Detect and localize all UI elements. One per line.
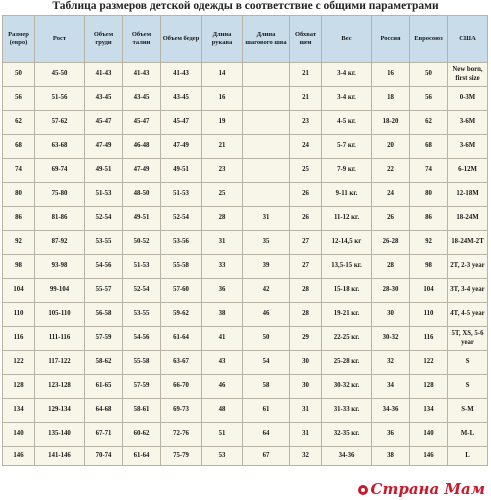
table-cell: 3-6M [448,135,488,159]
table-cell: 4T, 4-5 year [448,303,488,327]
column-header: Размер (евро) [3,16,35,63]
table-cell: 5-7 кг. [322,135,372,159]
table-cell: 75-80 [35,183,85,207]
table-row [3,135,488,159]
watermark [358,480,485,498]
table-cell: 16 [372,63,410,87]
table-cell: 9-11 кг. [322,183,372,207]
table-cell: 25-28 кг. [322,351,372,375]
table-cell: 28 [372,255,410,279]
column-header: Объем груди [85,16,123,63]
table-cell: 31 [202,231,243,255]
table-cell: 86 [410,207,448,231]
table-cell: 53-55 [85,231,123,255]
table-cell: 12-14,5 кг [322,231,372,255]
table-cell: 55-57 [85,279,123,303]
table-cell: 30-32 [372,327,410,351]
table-row [3,399,488,423]
table-cell: 50 [410,63,448,87]
table-cell: 34-36 [372,399,410,423]
table-cell: 18-24M-2T [448,231,488,255]
table-row [3,111,488,135]
table-cell: 81-86 [35,207,85,231]
table-cell: L [448,447,488,466]
table-cell: 129-134 [35,399,85,423]
table-cell: 51-56 [35,87,85,111]
table-cell: 57-62 [35,111,85,135]
table-cell: 28 [290,279,322,303]
table-cell: 38 [202,303,243,327]
table-cell: 18-24M [448,207,488,231]
table-row [3,207,488,231]
table-cell: 86 [3,207,35,231]
table-cell: 31 [290,399,322,423]
table-row [3,87,488,111]
page-title: Таблица размеров детской одежды в соответствие с общими параметрами [52,0,439,12]
table-cell: 30-32 кг. [322,375,372,399]
table-cell: 36 [202,279,243,303]
table-cell: 61 [243,399,290,423]
table-cell: 34-36 [322,447,372,466]
table-row [3,231,488,255]
table-cell: 116 [3,327,35,351]
table-cell: 75-79 [161,447,202,466]
column-header: Обхват шеи [290,16,322,63]
table-cell: 21 [202,135,243,159]
table-cell: 4-5 кг. [322,111,372,135]
table-cell: 99-104 [35,279,85,303]
table-cell: M-L [448,423,488,447]
table-cell [243,111,290,135]
table-cell: 66-70 [161,375,202,399]
size-table [2,15,488,466]
table-cell: 52-54 [161,207,202,231]
table-cell: 15-18 кг. [322,279,372,303]
table-cell: 146 [410,447,448,466]
table-cell: 54 [243,351,290,375]
table-cell: 56 [410,87,448,111]
watermark-logo-icon [358,485,368,495]
watermark-text: Страна Мам [370,480,485,498]
table-row [3,279,488,303]
table-cell: 42 [243,279,290,303]
table-cell: 25 [202,183,243,207]
table-cell: 7-9 кг. [322,159,372,183]
table-cell: 56 [3,87,35,111]
table-cell: 54-56 [123,327,161,351]
table-cell: 110 [3,303,35,327]
table-cell: 62 [3,111,35,135]
table-cell: 32 [290,447,322,466]
table-cell: 28 [290,303,322,327]
column-header: Длина шагового шва [243,16,290,63]
table-cell: 53-55 [123,303,161,327]
table-cell: 33 [202,255,243,279]
table-cell: 25 [290,159,322,183]
table-cell: 32-35 кг. [322,423,372,447]
table-cell: 3-6M [448,111,488,135]
table-cell: 31-33 кг. [322,399,372,423]
table-cell: 104 [3,279,35,303]
table-cell: 43 [202,351,243,375]
table-cell: 68 [3,135,35,159]
table-cell: 49-51 [85,159,123,183]
table-cell: 32 [372,351,410,375]
table-cell: 28 [202,207,243,231]
table-cell: 68 [410,135,448,159]
table-cell: 63-68 [35,135,85,159]
table-cell: 69-74 [35,159,85,183]
table-cell: 61-64 [161,327,202,351]
table-cell: 51-53 [123,255,161,279]
table-cell: 67 [243,447,290,466]
table-cell: 122 [410,351,448,375]
table-cell: 41-43 [123,63,161,87]
table-cell: 140 [410,423,448,447]
table-cell: 21 [290,63,322,87]
table-cell: 140 [3,423,35,447]
table-cell: 28-30 [372,279,410,303]
table-cell: 53-56 [161,231,202,255]
table-cell: 57-59 [123,375,161,399]
table-cell: 30 [290,375,322,399]
table-cell: 53 [202,447,243,466]
table-cell: 46 [243,303,290,327]
table-cell: 135-140 [35,423,85,447]
table-cell: 146 [3,447,35,466]
table-cell: 134 [3,399,35,423]
table-cell: 67-71 [85,423,123,447]
table-cell: 36 [372,423,410,447]
table-cell: 3-4 кг. [322,87,372,111]
table-cell [243,63,290,87]
table-row [3,159,488,183]
table-cell: 24 [290,135,322,159]
table-cell: 47-49 [123,159,161,183]
table-cell: 52-54 [123,279,161,303]
table-cell: 29 [290,327,322,351]
table-cell: 80 [410,183,448,207]
table-cell: 58 [243,375,290,399]
table-cell: 122 [3,351,35,375]
table-row [3,303,488,327]
table-cell: 35 [243,231,290,255]
table-cell [243,87,290,111]
table-cell: 45-47 [85,111,123,135]
table-cell: 12-18M [448,183,488,207]
table-cell: 61-65 [85,375,123,399]
table-cell: 20 [372,135,410,159]
table-cell: S [448,375,488,399]
table-cell: 60-62 [123,423,161,447]
table-cell: 98 [410,255,448,279]
table-cell: 45-47 [123,111,161,135]
table-cell: 58-61 [123,399,161,423]
table-row [3,375,488,399]
table-cell: 23 [290,111,322,135]
table-body [3,63,488,466]
table-cell: 48-50 [123,183,161,207]
table-row [3,327,488,351]
table-row [3,447,488,466]
table-cell: 47-49 [85,135,123,159]
table-cell: 128 [3,375,35,399]
table-cell: 26-28 [372,231,410,255]
table-cell: 45-47 [161,111,202,135]
table-cell: 26 [290,183,322,207]
table-cell: 110 [410,303,448,327]
table-cell: 26 [290,207,322,231]
table-cell: 49-51 [123,207,161,231]
table-cell: 50 [3,63,35,87]
table-cell: 24 [372,183,410,207]
table-cell: 54-56 [85,255,123,279]
table-cell: 27 [290,255,322,279]
table-cell: 51-53 [161,183,202,207]
table-cell: 50 [243,327,290,351]
table-cell: 64 [243,423,290,447]
table-cell: 105-110 [35,303,85,327]
table-cell: 117-122 [35,351,85,375]
table-cell: 5T, XS, 5-6 year [448,327,488,351]
table-cell [243,159,290,183]
table-cell: 46 [202,375,243,399]
column-header: Евросоюз [410,16,448,63]
table-cell: 43-45 [123,87,161,111]
column-header: Объем талии [123,16,161,63]
table-cell: 6-12M [448,159,488,183]
table-cell: 2T, 2-3 year [448,255,488,279]
table-cell: 39 [243,255,290,279]
table-cell: 43-45 [85,87,123,111]
column-header: Вес [322,16,372,63]
table-cell: 41-43 [85,63,123,87]
table-cell [243,135,290,159]
table-cell: 56-58 [85,303,123,327]
column-header: Рост [35,16,85,63]
table-cell: 92 [410,231,448,255]
table-cell: 74 [3,159,35,183]
table-cell: 41-43 [161,63,202,87]
table-cell: 50-52 [123,231,161,255]
table-cell: 87-92 [35,231,85,255]
table-cell: 92 [3,231,35,255]
table-cell: 52-54 [85,207,123,231]
table-cell: 22 [372,159,410,183]
table-cell: 58-62 [85,351,123,375]
table-cell: 31 [290,423,322,447]
table-cell: 69-73 [161,399,202,423]
table-cell: 62 [410,111,448,135]
table-cell: 51-53 [85,183,123,207]
table-cell: 43-45 [161,87,202,111]
table-cell: 116 [410,327,448,351]
table-cell: 57-60 [161,279,202,303]
table-cell: New born, first size [448,63,488,87]
table-cell: 104 [410,279,448,303]
table-cell: 141-146 [35,447,85,466]
table-cell: S [448,351,488,375]
table-cell: 111-116 [35,327,85,351]
table-row [3,255,488,279]
table-cell: 98 [3,255,35,279]
column-header: Россия [372,16,410,63]
table-cell: 11-12 кг. [322,207,372,231]
table-cell: 128 [410,375,448,399]
table-cell: 0-3M [448,87,488,111]
table-cell: 26 [372,207,410,231]
table-cell: 38 [372,447,410,466]
table-cell: 3-4 кг. [322,63,372,87]
table-cell: 46-48 [123,135,161,159]
table-cell: 70-74 [85,447,123,466]
table-cell: 18-20 [372,111,410,135]
table-cell: 23 [202,159,243,183]
table-cell: 55-58 [123,351,161,375]
table-cell: 19-21 кг. [322,303,372,327]
table-row [3,351,488,375]
table-cell: 72-76 [161,423,202,447]
table-cell: 48 [202,399,243,423]
table-cell: 14 [202,63,243,87]
table-cell: 47-49 [161,135,202,159]
table-cell: 34 [372,375,410,399]
table-cell [243,183,290,207]
table-cell: 19 [202,111,243,135]
table-cell: 3T, 3-4 year [448,279,488,303]
table-cell: 45-50 [35,63,85,87]
column-header: США [448,16,488,63]
table-cell: 59-62 [161,303,202,327]
column-header: Объем бедер [161,16,202,63]
table-cell: 27 [290,231,322,255]
table-cell: 30 [290,351,322,375]
table-cell: 41 [202,327,243,351]
table-cell: 49-51 [161,159,202,183]
table-cell: 80 [3,183,35,207]
table-cell: 57-59 [85,327,123,351]
table-cell: 13,5-15 кг. [322,255,372,279]
table-cell: 55-58 [161,255,202,279]
table-cell: S-M [448,399,488,423]
table-row [3,423,488,447]
table-cell: 30 [372,303,410,327]
column-header: Длина рукава [202,16,243,63]
table-cell: 134 [410,399,448,423]
table-cell: 21 [290,87,322,111]
table-row [3,183,488,207]
table-cell: 64-68 [85,399,123,423]
table-row [3,63,488,87]
table-cell: 22-25 кг. [322,327,372,351]
table-cell: 18 [372,87,410,111]
table-cell: 51 [202,423,243,447]
table-cell: 16 [202,87,243,111]
table-cell: 93-98 [35,255,85,279]
header-row [3,16,488,63]
table-cell: 61-64 [123,447,161,466]
table-cell: 74 [410,159,448,183]
table-cell: 63-67 [161,351,202,375]
table-cell: 31 [243,207,290,231]
table-cell: 123-128 [35,375,85,399]
